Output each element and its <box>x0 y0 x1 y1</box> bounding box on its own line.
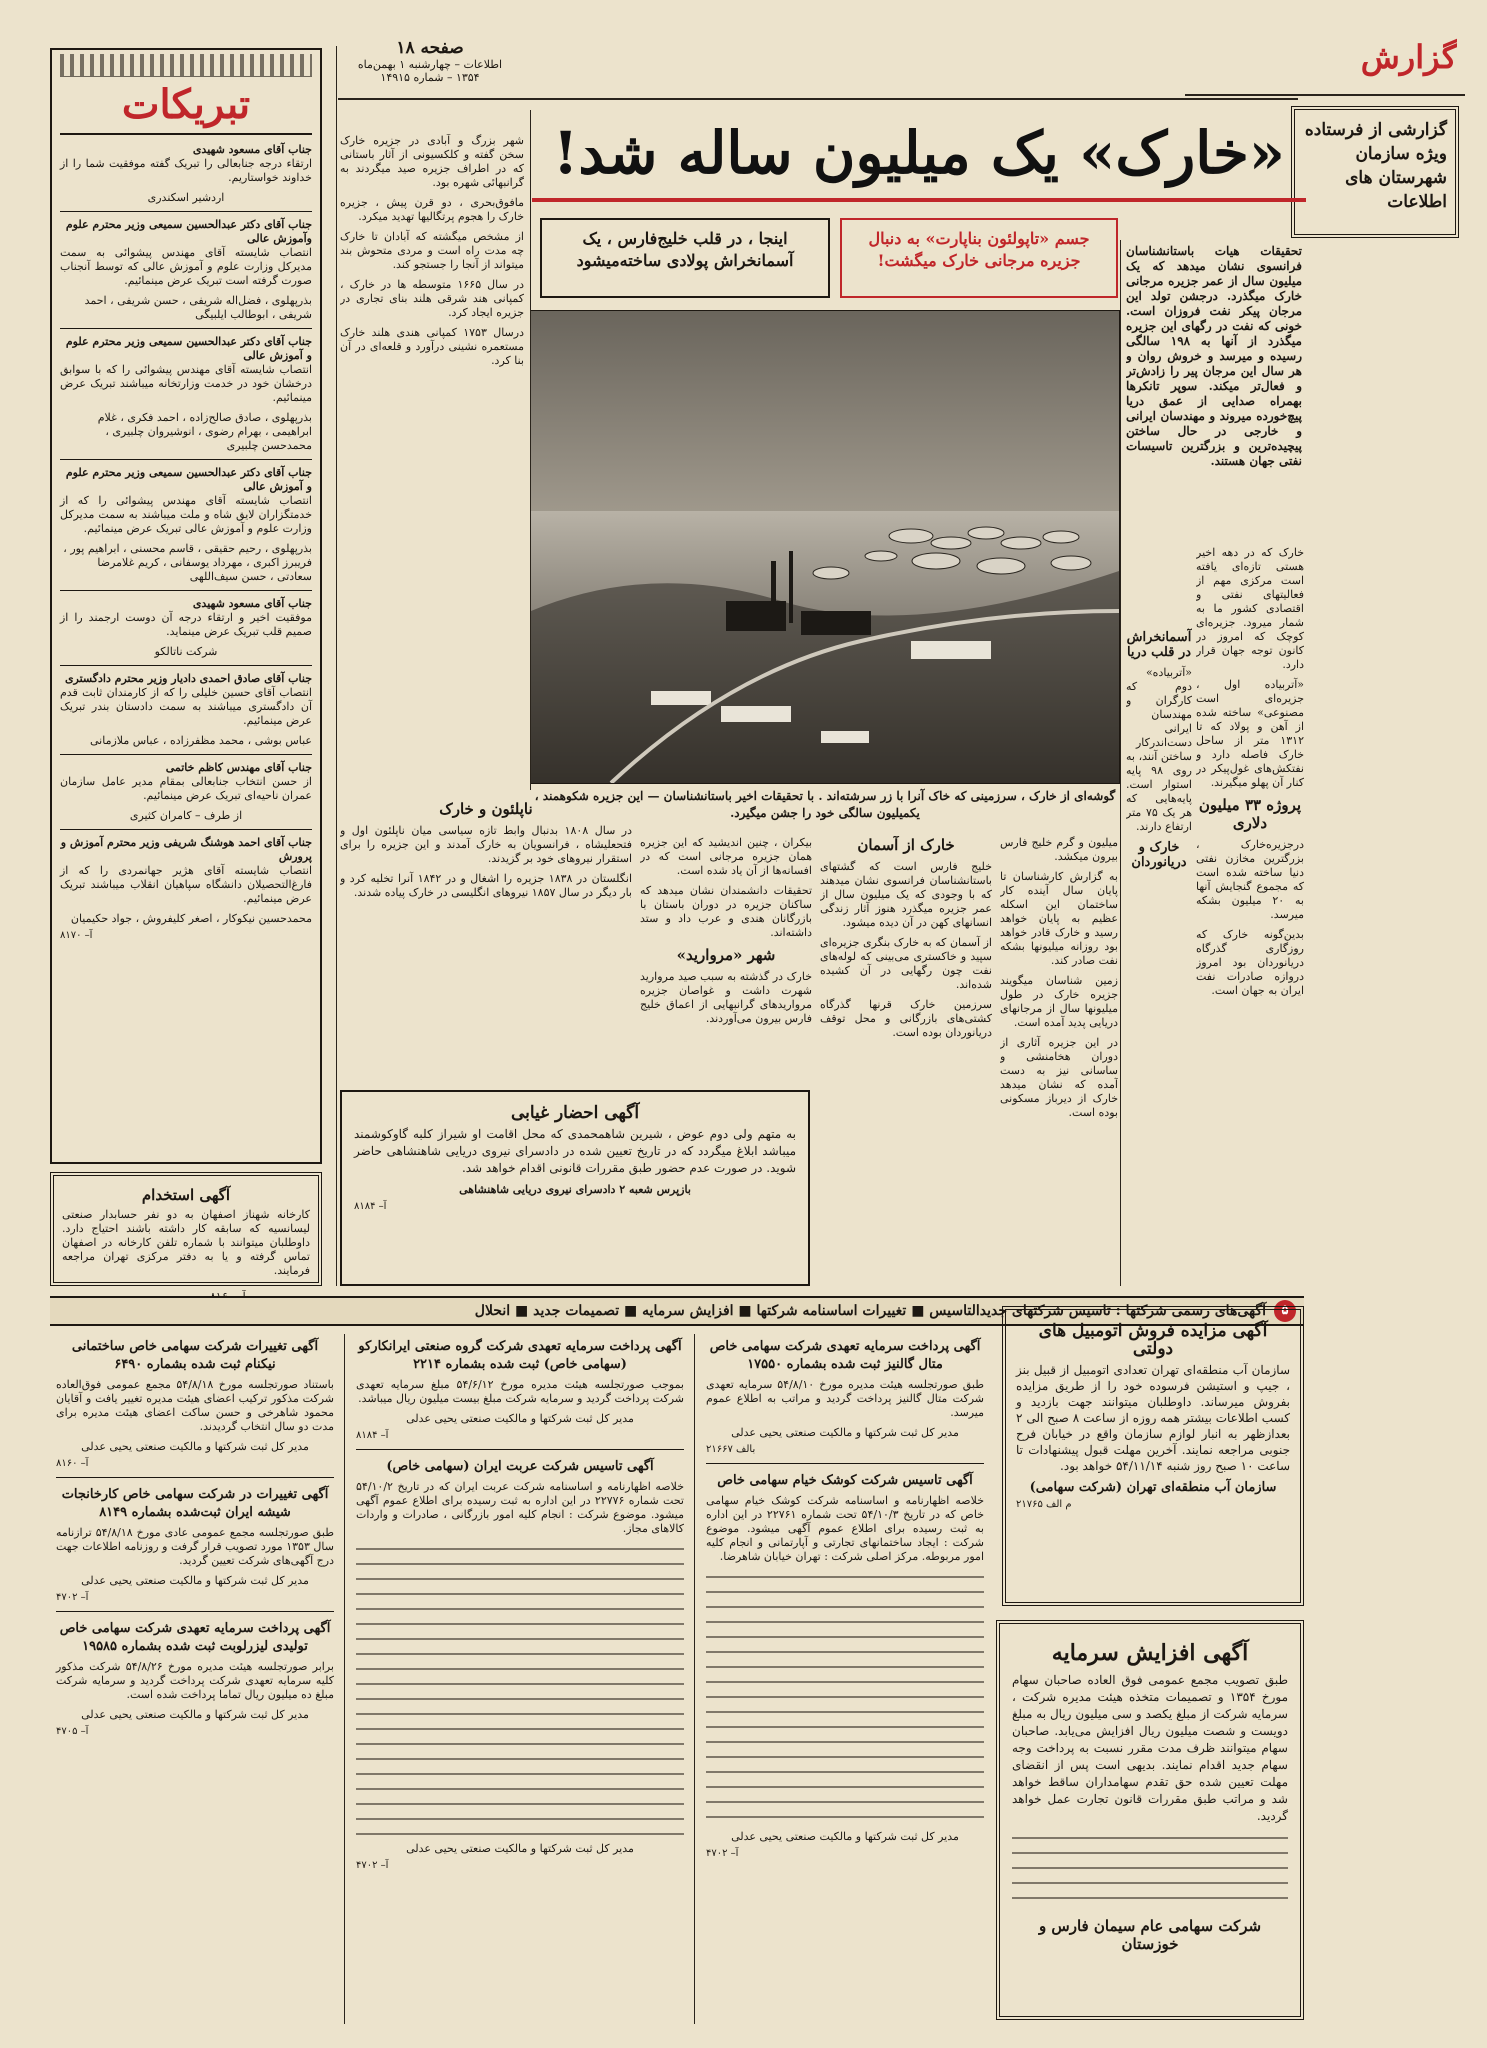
employment-ad-body: کارخانه شهناز اصفهان به دو نفر حسابدار صنعتی لیسانسیه که سابقه کار داشته باشند احتیاج دارد. داوطلبان میتوانند با شماره تلفن کارخانه در اصفهان تماس گرفته و یا به دفتر مرکزی تهران مراجعه فرمایند. <box>62 1208 310 1277</box>
main-headline-text: «خارک» یک میلیون ساله شد! <box>552 119 1286 187</box>
article-column <box>1000 836 1118 1286</box>
auction-ad-sign: سازمان آب منطقه‌ای تهران (شرکت سهامی) <box>1029 1480 1277 1495</box>
official-ad-body: طبق صورتجلسه هیئت مدیره مورخ ۵۴/۸/۱۰ سرمایه تعهدی شرکت متال گالنیز پرداخت گردید و مراتب به اطلاع عموم میرسد. <box>706 1378 984 1419</box>
summons-ad-body: به متهم ولی دوم عوض ، شیرین شاهمحمدی که محل اقامت او شیراز کلبه گاوکوشمند میباشد ابلاغ میگردد که در تاریخ تعیین شده در دادسرای نیروی دریایی شاهنشاهی حاضر شوید. در صورت عدم حضور طبق مقررات قانونی اقدام خواهد شد. <box>354 1127 796 1175</box>
text-lines <box>356 1542 684 1842</box>
capital-ad-sign: شرکت سهامی عام سیمان فارس و خوزستان <box>1038 1917 1262 1953</box>
subheadline-black <box>540 218 830 298</box>
capital-ad-title: آگهی افزایش سرمایه <box>1051 1640 1249 1666</box>
section-logo <box>1317 38 1457 88</box>
article-paragraph: انگلستان در ۱۸۳۸ جزیره را اشغال و در ۱۸۴۲ آنرا تخلیه کرد و بار دیگر در سال ۱۸۵۷ نیروهای انگلیسی در خارک پیاده شدند. <box>340 872 632 899</box>
auction-ad-title: آگهی مزایده فروش اتومبیل های دولتی <box>1038 1321 1268 1359</box>
ad-code: آ– ۸۱۸۴ <box>354 1201 387 1212</box>
report-box-text: گزارشی از فرستاده ویژه سازمان شهرستان های اطلاعات <box>1304 120 1447 212</box>
official-ads-column <box>50 1334 340 2024</box>
official-ad <box>706 1472 984 1859</box>
official-ad-title: آگهی تاسیس شرکت کوشک خیام سهامی خاص <box>717 1473 973 1488</box>
issue-line: اطلاعات – چهارشنبه ۱ بهمن‌ماه <box>357 58 503 71</box>
congrats-body: انتصاب شایسته آقای مهندس پیشوائی را که از خدمتگزاران لایق شاه و ملت میباشند به سمت مدیرکل وزارت علوم و آموزش عالی تبریک عرض مینمائیم. <box>60 494 312 535</box>
ad-code: آ– ۸۱۷۰ <box>60 930 93 941</box>
photo-caption-text: گوشه‌ای از خارک ، سرزمینی که خاک آنرا با زر سرشته‌اند . با تحقیقات اخیر باستانشناسان — این جزیره شکوهمند ، یکمیلیون سالگی خود را جشن میگیرد. <box>534 789 1116 820</box>
official-ad-body: بموجب صورتجلسه هیئت مدیره مورخ ۵۴/۶/۱۲ مبلغ سرمایه تعهدی شرکت پرداخت گردید و سرمایه شرکت مبلغ بیست میلیون ریال میباشد. <box>356 1378 684 1405</box>
congrats-item <box>60 597 312 659</box>
article-paragraph: بیکران ، چنین اندیشید که این جزیره همان جزیره مرجانی است که در افسانه‌ها از آن یاد شده است. <box>640 836 812 877</box>
official-ad-body: خلاصه اظهارنامه و اساسنامه شرکت کوشک خیام سهامی خاص که در تاریخ ۵۴/۱۰/۳ تحت شماره ۲۲۷۶۱ در این اداره به ثبت رسیده برای اطلاع عموم آگهی میشود. موضوع شرکت : ایجاد ساختمانهای تجارتی و آپارتمانی و انجام کلیه امور مربوطه. مرکز اصلی شرکت : تهران خیابان شاهرضا. <box>706 1494 984 1563</box>
official-ad-sign: مدیر کل ثبت شرکتها و مالکیت صنعتی یحیی عدلی <box>406 1842 634 1855</box>
article-paragraph: به گزارش کارشناسان تا پایان سال آینده کار ساختمان این اسکله عظیم به پایان خواهد رسید و خارک قادر خواهد بود روزانه میلیونها بشکه نفت صادر کند. <box>1000 870 1118 967</box>
official-ad-title: آگهی تغییرات شرکت سهامی خاص ساختمانی نیکنام ثبت شده بشماره ۶۴۹۰ <box>71 1339 319 1372</box>
article-paragraph: «آتربیاده اول ، جزیره‌ای است مصنوعی» ساخته شده از آهن و پولاد که تا ۱۳۱۲ متر از ساحل خارک فاصله دارد و نفتکش‌های غول‌پیکر در کنار آن پهلو میگیرند. <box>1196 678 1304 789</box>
photo-sky <box>531 311 1119 531</box>
congrats-heading: جناب آقای مهندس کاظم خاتمی <box>165 761 312 774</box>
article-paragraph: درسال ۱۷۵۳ کمپانی هندی هلند خارک مستعمره نشینی درآورد و قلعه‌ای در آن بنا کرد. <box>340 326 524 367</box>
employment-ad-sign <box>62 1284 310 1286</box>
summons-ad <box>340 1090 810 1286</box>
article-subhead: خارک و دریانوردان <box>1131 840 1187 870</box>
article-subhead: پروژه ۳۳ میلیون دلاری <box>1198 796 1302 832</box>
congrats-heading: جناب آقای دکتر عبدالحسین سمیعی وزیر محترم علوم و آموزش عالی <box>65 335 312 362</box>
subheadline-black-text: اینجا ، در قلب خلیج‌فارس ، یک آسمانخراش پولادی ساخته‌میشود <box>576 229 794 270</box>
article-paragraph: خارک که در دهه اخیر هستی تازه‌ای یافته است مرکزی مهم از فعالیتهای نفتی و اقتصادی کشور ما به شمار میرود. جزیره‌ای کوچک که امروز در کانون توجه جهان قرار دارد. <box>1196 546 1304 671</box>
article-column <box>340 800 632 1080</box>
official-ad-title: آگهی پرداخت سرمایه تعهدی شرکت سهامی خاص تولیدی لیزرلوبت ثبت شده بشماره ۱۹۵۸۵ <box>59 1621 331 1654</box>
congrats-sign: عباس بوشی ، محمد مظفرزاده ، عباس ملازمانی <box>90 734 312 747</box>
official-ad-body: طبق صورتجلسه مجمع عمومی عادی مورخ ۵۴/۸/۱۸ ترازنامه سال ۱۳۵۳ مورد تصویب قرار گرفت و روزنامه اطلاعات جهت درج آگهی‌های شرکت تعیین گردید. <box>56 1526 334 1567</box>
main-headline <box>532 108 1306 206</box>
capital-ad <box>996 1620 1304 2020</box>
official-ad <box>56 1486 334 1603</box>
article-paragraph: سرزمین خارک قرنها گذرگاه کشتی‌های بازرگانی و محل توقف دریانوردان بوده است. <box>820 998 992 1039</box>
congrats-body: موفقیت اخیر و ارتقاء درجه آن دوست ارجمند را از صمیم قلب تبریک عرض مینماید. <box>60 611 312 638</box>
official-ad <box>56 1620 334 1737</box>
official-ads-column <box>350 1334 690 2024</box>
ad-code: آ– ۸۱۸۴ <box>356 1430 389 1441</box>
issue-line: ۱۳۵۴ – شماره ۱۴۹۱۵ <box>380 71 480 84</box>
article-intro-text: تحقیقات هیات باستانشناسان فرانسوی نشان میدهد که یک میلیون سال از عمر جزیره مرجانی خارک میگذرد. درجشن تولد این مرجان پیکر نفت فروزان است. خونی که نفت در رگهای این جزیره میگذرد از آنها به ۱۹۸ سالگی رسیده و میرسد و خروش روان و هر سال این مرجان پیر را زادش‌تر و فعال‌تر میکند. سوپر تانکرها بهمراه صدایی از عمق دریا پیچ‌خورده میروند و مهندسان ایرانی و خارجی در حال ساختن پیچیده‌ترین و بزرگترین تاسیسات نفتی جهان هستند. <box>1126 244 1302 468</box>
article-paragraph: در این جزیره آثاری از دوران هخامنشی و ساسانی نیز به دست آمده که نشان میدهد خارک از دیرباز مسکونی بوده است. <box>1000 1036 1118 1119</box>
official-ad <box>356 1458 684 1871</box>
article-paragraph: خلیج فارس است که گشتهای باستانشناسان فرانسوی نشان میدهند که با وجودی که یک میلیون سال از عمر جزیره میگذرد هنوز آثار زندگی انسانهای کهن در آن دیده میشود. <box>820 860 992 929</box>
ad-code: آ– ۴۷۰۲ <box>356 1860 389 1871</box>
article-paragraph: زمین شناسان میگویند جزیره خارک در طول میلیونها سال از مرجانهای دریایی پدید آمده است. <box>1000 974 1118 1029</box>
article-subhead: خارک از آسمان <box>857 836 955 854</box>
article-paragraph: «آتربیاده» دوم که کارگران و مهندسان ایرانی دست‌اندرکار ساختن آنند، به روی ۹۸ پایه استوار است. پایه‌هایی که هر یک ۷۵ متر ارتفاع دارند. <box>1126 666 1192 833</box>
article-paragraph: مافوق‌بحری ، دو قرن پیش ، جزیره خارک را هجوم پرتگالیها تهدید میکرد. <box>340 196 524 223</box>
official-ad-sign: مدیر کل ثبت شرکتها و مالکیت صنعتی یحیی عدلی <box>81 1440 309 1453</box>
congrats-item <box>60 143 312 205</box>
congrats-sign: محمدحسین نیکوکار ، اصغر کلیفروش ، جواد حکیمیان <box>70 912 312 925</box>
article-paragraph: تحقیقات دانشمندان نشان میدهد که ساکنان جزیره در دوران باستان با بازرگانان هندی و عرب داد و ستد داشته‌اند. <box>640 884 812 939</box>
article-intro <box>1126 244 1302 544</box>
official-ad-title: آگهی تاسیس شرکت عربت ایران (سهامی خاص) <box>386 1459 654 1474</box>
section-logo-text: گزارش <box>1360 38 1457 76</box>
article-column <box>1126 550 1192 1286</box>
article-subhead: شهر «مروارید» <box>676 946 776 964</box>
official-ad-sign: مدیر کل ثبت شرکتها و مالکیت صنعتی یحیی عدلی <box>731 1426 959 1439</box>
congrats-sign: بذرپهلوی ، فضل‌اله شریفی ، حسن شریفی ، احمد شریفی ، ابوطالب ایلبیگی <box>84 294 312 321</box>
congrats-item <box>60 218 312 322</box>
official-ad-title: آگهی پرداخت سرمایه تعهدی شرکت گروه صنعتی ایرانکارکو (سهامی خاص) ثبت شده بشماره ۲۲۱۴ <box>358 1339 682 1372</box>
summons-ad-title: آگهی احضار غیابی <box>510 1103 640 1123</box>
article-subhead: ناپلئون و خارک <box>439 800 533 818</box>
congrats-body: انتصاب شایسته آقای مهندس پیشوائی را که با سوابق درخشان خود در خدمت وزارتخانه میباشند تبریک عرض مینمائیم. <box>60 363 312 404</box>
official-ad-body: خلاصه اظهارنامه و اساسنامه شرکت عربت ایران که در تاریخ ۵۴/۱۰/۲ تحت شماره ۲۲۷۷۶ در این اداره به ثبت رسیده برای اطلاع عموم آگهی میشود. موضوع شرکت : انجام کلیه امور بازرگانی ، صادرات و واردات کالاهای مجاز. <box>356 1480 684 1535</box>
ad-code: آ– ۴۷۰۲ <box>706 1848 739 1859</box>
congrats-heading: جناب آقای احمد هوشنگ شریفی وزیر محترم آموزش و پرورش <box>60 836 312 863</box>
congrats-sign: از طرف – کامران کثیری <box>129 809 243 822</box>
congrats-heading: جناب آقای مسعود شهیدی <box>192 143 312 156</box>
congrats-item <box>60 335 312 453</box>
photo-frame <box>530 310 1120 784</box>
employment-ad-title: آگهی استخدام <box>141 1186 231 1204</box>
article-paragraph: درجزیره‌خارک ، بزرگترین مخازن نفتی دنیا ساخته شده است که مجموع گنجایش آنها به ۲۰ میلیون بشکه میرسد. <box>1196 838 1304 921</box>
congrats-body: ارتقاء درجه جنابعالی را تبریک گفته موفقیت شما را از خداوند خواستاریم. <box>60 157 312 184</box>
ad-code: م الف ۲۱۷۶۵ <box>1016 1499 1072 1510</box>
article-column <box>1196 546 1304 1286</box>
article-paragraph: خارک در گذشته به سبب صید مروارید شهرت داشت و غواصان جزیره مرواریدهای گرانبهایی از اعماق خلیج فارس بیرون می‌آوردند. <box>640 970 812 1025</box>
official-ad-title: آگهی تغییرات در شرکت سهامی خاص کارخانجات شیشه ایران ثبت‌شده بشماره ۸۱۴۹ <box>61 1487 329 1520</box>
congrats-sign: بذرپهلوی ، صادق صالح‌زاده ، احمد فکری ، غلام ابراهیمی ، بهرام رضوی ، انوشیروان چلبیری ، محمدحسن چلبیری <box>97 411 312 452</box>
article-paragraph: میلیون و گرم خلیج فارس بیرون میکشد. <box>1000 836 1118 863</box>
congrats-sign: اردشیر اسکندری <box>147 191 225 204</box>
congrats-title: تبریکات <box>60 77 312 135</box>
congrats-body: انتصاب آقای حسین خلیلی را که از کارمندان ثابت قدم آن دادگستری میباشند به سمت دادستان بندر تبریک عرض مینمائیم. <box>60 686 312 727</box>
official-ad-sign: مدیر کل ثبت شرکتها و مالکیت صنعتی یحیی عدلی <box>406 1412 634 1425</box>
article-paragraph: در سال ۱۸۰۸ بدنبال وابط تازه سیاسی میان ناپلئون اول و فتحعلیشاه ، فرانسویان به خارک آمدند و این جزیره را برای استقرار نیروهای خود بر گزیدند. <box>340 824 632 865</box>
article-paragraph: از آسمان که به خارک بنگری جزیره‌ای سپید و خاکستری می‌بینی که لوله‌های نفت چون رگهایی در آن کشیده شده‌اند. <box>820 936 992 991</box>
banner-number: ۵ <box>1274 1300 1296 1322</box>
official-ad-body: باستناد صورتجلسه مورخ ۵۴/۸/۱۸ مجمع عمومی فوق‌العاده شرکت مذکور ترکیب اعضای هیئت مدیره تغییر یافت و آقایان محمود شاهرخی و حسن ساکت اعضای هیئت مدیره برای مدت دو سال انتخاب گردیدند. <box>56 1378 334 1433</box>
article-paragraph: بدین‌گونه خارک که روزگاری گذرگاه دریانوردان بود امروز دروازه صادرات نفت ایران به جهان است. <box>1196 928 1304 997</box>
congrats-body: از حسن انتخاب جنابعالی بمقام مدیر عامل سازمان عمران ناحیه‌ای تبریک عرض مینمائیم. <box>60 775 312 802</box>
congrats-item <box>60 761 312 823</box>
page-label: صفحه ۱۸ <box>396 38 464 58</box>
employment-ad <box>50 1172 322 1286</box>
congrats-body: انتصاب شایسته آقای هژیر جهانمردی را که از فارغ‌التحصیلان دانشگاه سپاهیان انقلاب میباشند تبریک عرض مینمائیم. <box>60 864 312 905</box>
official-ad-sign: مدیر کل ثبت شرکتها و مالکیت صنعتی یحیی عدلی <box>731 1830 959 1843</box>
official-ads-column <box>700 1334 990 2024</box>
ad-code: بالف ۲۱۶۶۷ <box>706 1444 756 1455</box>
subheadline-red-text: جسم «تاپولئون بناپارت» به دنبال جزیره مرجانی خارک میگشت! <box>868 229 1090 270</box>
congrats-sign: شرکت ناتالکو <box>154 645 218 658</box>
article-subhead: آسمانخراش در قلب دریا <box>1126 630 1192 660</box>
article-paragraph: از مشخص میگشته که آبادان تا خارک چه مدت راه است و مردی متحوش بند میتواند از آنجا را جستجو کند. <box>340 230 524 271</box>
official-ad-sign: مدیر کل ثبت شرکتها و مالکیت صنعتی یحیی عدلی <box>81 1574 309 1587</box>
subheadline-red <box>840 218 1118 298</box>
auction-ad-body: سازمان آب منطقه‌ای تهران تعدادی اتومبیل از قبیل بنز ، جیپ و استیشن فرسوده خود را از طریق مزایده بفروش میرساند. داوطلبان میتوانند جهت بازدید و کسب اطلاعات بیشتر همه روزه از ساعت ۸ صبح الی ۲ بعدازظهر به انبار لوازم سازمان واقع در خیابان فرح جنوبی مراجعه نمایند. آخرین مهلت قبول پیشنهادات تا ساعت ۱۰ صبح روز شنبه ۵۴/۱۱/۱۴ خواهد بود. <box>1016 1363 1291 1473</box>
official-ad-title: آگهی پرداخت سرمایه تعهدی شرکت سهامی خاص متال گالنیز ثبت شده بشماره ۱۷۵۵۰ <box>709 1339 981 1372</box>
capital-ad-body: طبق تصویب مجمع عمومی فوق العاده صاحبان سهام مورخ ۱۳۵۴ و تصمیمات متخذه هیئت مدیره شرکت ، سرمایه شرکت از مبلغ یکصد و سی میلیون ریال به مبلغ دویست و شصت میلیون ریال افزایش می‌یابد. صاحبان سهام میتوانند ظرف مدت مقرر نسبت به پرداخت وجه سهام جدید اقدام نمایند. بدیهی است پس از انقضای مهلت تعیین شده حق تقدم سهامداران ساقط خواهد شد و مراتب طبق مقررات قانون تجارت عمل خواهد گردید. <box>1012 1673 1289 1823</box>
report-box <box>1291 106 1459 238</box>
congrats-item <box>60 672 312 748</box>
official-ad-sign: مدیر کل ثبت شرکتها و مالکیت صنعتی یحیی عدلی <box>81 1708 309 1721</box>
auction-ad <box>1002 1306 1304 1606</box>
congrats-heading: جناب آقای صادق احمدی دادیار وزیر محترم دادگستری <box>64 672 312 685</box>
congrats-item <box>60 836 312 941</box>
official-ad <box>356 1338 684 1441</box>
congrats-heading: جناب آقای دکتر عبدالحسین سمیعی وزیر محترم علوم وآموزش عالی <box>65 218 312 245</box>
article-paragraph: در سال ۱۶۶۵ متوسطه ها در خارک ، کمپانی هند شرقی هلند بنای تجاری در جزیره ایجاد کرد. <box>340 278 524 319</box>
summons-ad-sign: بازپرس شعبه ۲ دادسرای نیروی دریایی شاهنشاهی <box>459 1183 691 1196</box>
congrats-body: انتصاب شایسته آقای مهندس پیشوائی به سمت مدیرکل وزارت علوم و آموزش عالی که توسط آنجناب صورت گرفته است تبریک عرض مینمائیم. <box>60 246 312 287</box>
congrats-panel <box>50 48 322 1164</box>
ad-code: آ– ۴۷۰۵ <box>56 1726 89 1737</box>
ad-code: آ– ۴۷۰۲ <box>56 1592 89 1603</box>
official-ad <box>56 1338 334 1469</box>
article-paragraph: شهر بزرگ و آبادی در جزیره خارک سخن گفته و کلکسیونی از آثار باستانی که در اطراف جزیره صید میگردند به گرانبهائی شهره بود. <box>340 134 524 189</box>
congrats-heading: جناب آقای دکتر عبدالحسین سمیعی وزیر محترم علوم و آموزش عالی <box>65 466 312 493</box>
congrats-heading: جناب آقای مسعود شهیدی <box>192 597 312 610</box>
ad-code: آ– ۸۱۶۰ <box>56 1458 89 1469</box>
banner-text: آگهی‌های رسمی شرکتها : تاسیس شرکتهای جدیدالتاسیس ■ تغییرات اساسنامه شرکتها ■ افزایش سرمایه ■ تصمیمات جدید ■ انحلال <box>474 1303 1266 1319</box>
official-ad-body: برابر صورتجلسه هیئت مدیره مورخ ۵۴/۸/۲۶ شرکت مذکور کلیه سرمایه تعهدی شرکت پرداخت گردید و سرمایه شرکت مبلغ ده میلیون ریال تماما پرداخت شده است. <box>56 1660 334 1701</box>
text-lines <box>706 1570 984 1830</box>
khark-aerial-photo <box>531 311 1119 783</box>
congrats-item <box>60 466 312 584</box>
official-ad <box>706 1338 984 1455</box>
article-column <box>820 836 992 1286</box>
text-lines <box>1012 1831 1288 1911</box>
article-column <box>340 134 524 774</box>
ornament-border <box>60 54 312 77</box>
page-header <box>340 38 520 94</box>
congrats-sign: بذرپهلوی ، رحیم حقیقی ، قاسم محسنی ، ابراهیم پور ، فریبرز اکبری ، مهرداد یوسفانی ، کریم غلامرضا سعادتی ، حسن سیف‌اللهی <box>63 542 312 583</box>
article-column <box>640 836 812 1086</box>
